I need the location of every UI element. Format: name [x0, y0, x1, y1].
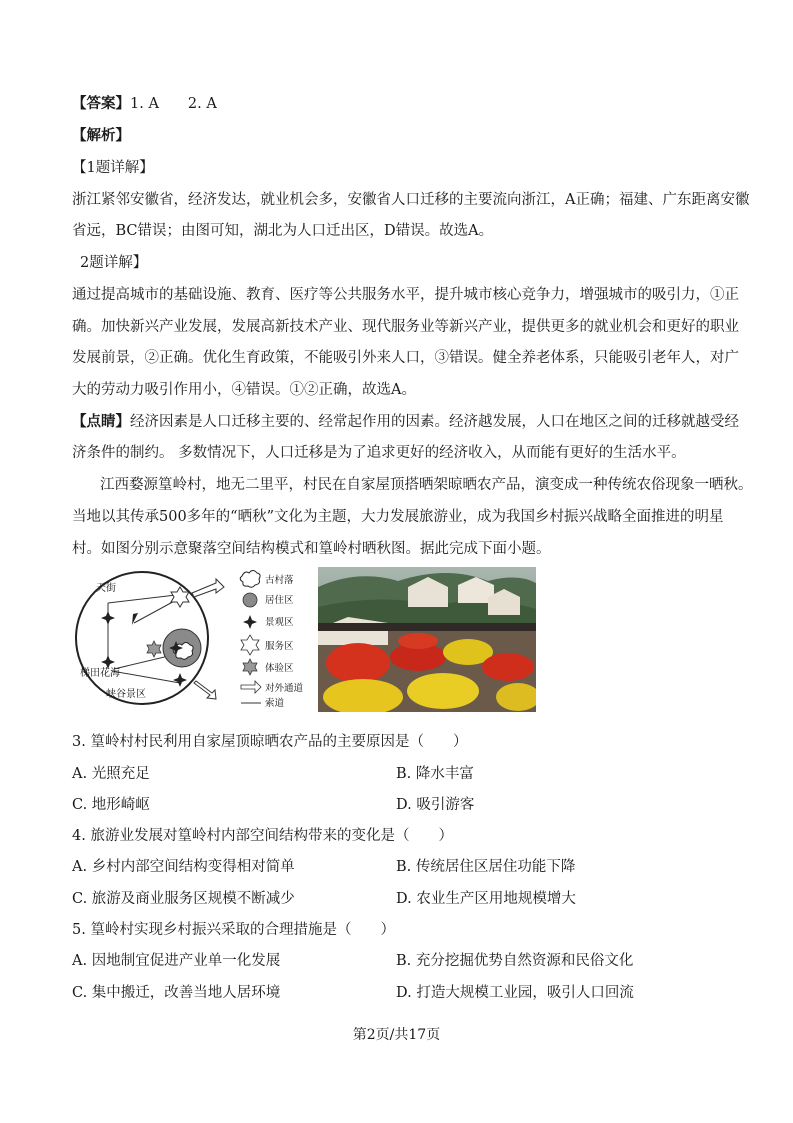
q1-line: 省远，BC错误；由图可知，湖北为人口迁出区，D错误。故选A。 [72, 223, 494, 239]
scenic-spot [173, 673, 187, 687]
road [108, 595, 176, 603]
q4-option-b[interactable]: B. 传统居住区居住功能下降 [396, 859, 576, 875]
q4-option-a[interactable]: A. 乡村内部空间结构变得相对简单 [72, 859, 295, 875]
passage-line: 当地以其传承500多年的“晒秋”文化为主题，大力发展旅游业，成为我国乡村振兴战略全面推进的明星 [72, 509, 724, 525]
q2-line: 确。加快新兴产业发展，发展高新技术产业、现代服务业等新兴产业，提供更多的就业机会和更好的职业 [72, 319, 739, 335]
q4-option-d[interactable]: D. 农业生产区用地规模增大 [396, 891, 576, 907]
scenic-spot [101, 611, 115, 625]
q2-line: 发展前景，②正确。优化生育政策，不能吸引外来人口，③错误。健全养老体系，只能吸引老年人，对广 [72, 350, 739, 366]
passage-line: 村。如图分别示意聚落空间结构模式和篁岭村晒秋图。据此完成下面小题。 [72, 541, 551, 557]
answer-text: 1. A 2. A [130, 96, 217, 112]
q2-line: 通过提高城市的基础设施、教育、医疗等公共服务水平，提升城市核心竞争力，增强城市的吸引力，①正 [72, 287, 739, 303]
legend-ancient-village-icon [240, 571, 260, 588]
pointer-line: 济条件的制约。 多数情况下，人口迁移是为了追求更好的经济收入，从而能有更好的生活水平。 [72, 445, 686, 461]
legend-label: 景观区 [265, 617, 294, 628]
page-footer: 第2页/共17页 [352, 1027, 441, 1043]
roof-line [318, 623, 536, 631]
question-3-stem: 3. 篁岭村村民利用自家屋顶晾晒农产品的主要原因是（ ） [72, 734, 468, 750]
q3-option-d[interactable]: D. 吸引游客 [396, 797, 475, 813]
corn-basket [407, 673, 479, 709]
q3-option-a[interactable]: A. 光照充足 [72, 766, 150, 782]
q3-option-c[interactable]: C. 地形崎岖 [72, 797, 150, 813]
label-titian: 梯田花海 [80, 668, 120, 679]
legend-experience-icon [243, 659, 257, 675]
q5-option-c[interactable]: C. 集中搬迁，改善当地人居环境 [72, 985, 281, 1001]
analysis-tag: 【解析】 [72, 127, 130, 144]
pointer-text: 经济因素是人口迁移主要的、经常起作用的因素。经济越发展，人口在地区之间的迁移就越受经 [130, 414, 739, 430]
ropeway [114, 655, 173, 669]
legend-service-icon [241, 635, 259, 655]
q2-line: 大的劳动力吸引作用小，④错误。①②正确，故选A。 [72, 382, 416, 398]
legend-channel-icon [241, 681, 261, 693]
chili-basket [482, 653, 534, 681]
pointer-tag: 【点睛】 [72, 413, 130, 430]
spatial-structure-diagram [72, 565, 312, 711]
arrow-head [132, 613, 138, 625]
legend-residential-icon [243, 593, 257, 607]
legend-label: 古村落 [265, 575, 294, 586]
q4-option-c[interactable]: C. 旅游及商业服务区规模不断减少 [72, 891, 295, 907]
passage-line: 江西婺源篁岭村，地无二里平，村民在自家屋顶搭晒架晾晒农产品，演变成一种传统农俗现象一晒秋。 [100, 477, 753, 493]
question-5-stem: 5. 篁岭村实现乡村振兴采取的合理措施是（ ） [72, 922, 395, 938]
answer-tag: 【答案】 [72, 95, 130, 112]
q5-option-a[interactable]: A. 因地制宜促进产业单一化发展 [72, 953, 281, 969]
outbound-channel [194, 681, 216, 699]
legend-scenic-icon [243, 615, 257, 629]
pointer-line [72, 412, 739, 432]
scenic-spot [101, 655, 115, 669]
legend-label: 索道 [265, 698, 285, 709]
legend-label: 服务区 [265, 641, 294, 652]
shaiqiu-photo [318, 567, 536, 712]
q3-option-b[interactable]: B. 降水丰富 [396, 766, 474, 782]
chili-basket [326, 643, 390, 683]
q1-heading: 【1题详解】 [72, 160, 154, 176]
legend-label: 体验区 [265, 663, 294, 674]
answer-line [72, 94, 217, 114]
outbound-channel [192, 579, 224, 597]
label-tianjie: 天街 [96, 583, 116, 594]
legend-label: 居住区 [265, 595, 294, 606]
road [112, 671, 180, 683]
q1-line: 浙江紧邻安徽省，经济发达，就业机会多，安徽省人口迁移的主要流向浙江，A正确；福建、广东距离安徽 [72, 192, 750, 208]
legend-label: 对外通道 [265, 683, 304, 694]
q5-option-d[interactable]: D. 打造大规模工业园，吸引人口回流 [396, 985, 634, 1001]
chili-basket [398, 633, 438, 649]
question-4-stem: 4. 旅游业发展对篁岭村内部空间结构带来的变化是（ ） [72, 828, 453, 844]
q5-option-b[interactable]: B. 充分挖掘优势自然资源和民俗文化 [396, 953, 634, 969]
q2-heading: 2题详解】 [80, 255, 148, 271]
label-xiagu: 峡谷景区 [106, 689, 146, 700]
experience-area [147, 641, 161, 657]
